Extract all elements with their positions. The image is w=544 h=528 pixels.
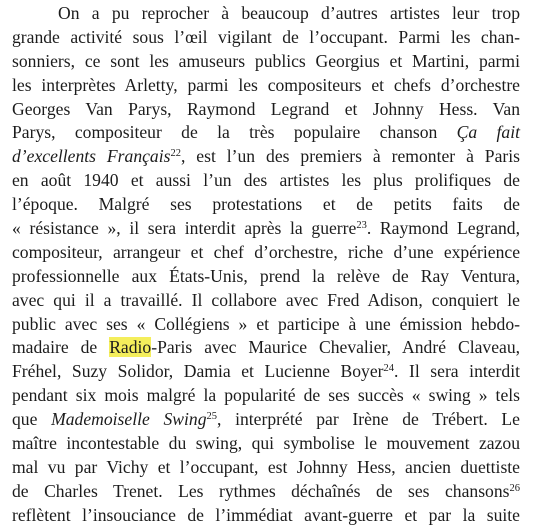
footnote-marker: 26 [509, 482, 520, 494]
text-segment: public avec ses « Collégiens » et participe à une émission hebdo- [12, 313, 520, 334]
text-segment: Fréhel, Suzy Solidor, Damia et Lucienne Boyer [12, 361, 384, 382]
text-segment: , est l’un des premiers à remonter à Paris [180, 146, 520, 167]
text-line [12, 74, 520, 98]
text-line [12, 145, 520, 169]
text-segment: madaire de [12, 337, 110, 358]
text-line [12, 169, 520, 193]
highlighted-word: Radio [109, 337, 152, 358]
footnote-marker: 24 [383, 363, 394, 375]
text-line [12, 408, 520, 432]
text-line [12, 360, 520, 384]
text-line [12, 50, 520, 74]
text-line [12, 121, 520, 145]
text-segment: , interprété par Irène de Trébert. Le [217, 409, 520, 430]
page-body [12, 0, 520, 528]
text-line [12, 313, 520, 337]
text-segment: pendant six mois malgré la popularité de ses succès « swing » tels [12, 385, 520, 406]
text-line [12, 2, 520, 26]
text-segment: . Il sera interdit [394, 361, 520, 382]
text-segment: Georges Van Parys, Raymond Legrand et Johnny Hess. Van [12, 98, 520, 119]
text-segment: de Charles Trenet. Les rythmes déchaînés de ses chansons [12, 480, 510, 501]
text-line [12, 217, 520, 241]
text-line [12, 336, 520, 360]
footnote-marker: 23 [356, 220, 367, 232]
text-line [12, 241, 520, 265]
footnote-marker: 22 [170, 148, 181, 160]
text-segment: en août 1940 et aussi l’un des artistes les plus prolifiques de [12, 170, 520, 191]
text-line [12, 384, 520, 408]
text-segment: compositeur, arrangeur et chef d’orchestre, riche d’une expérience [12, 241, 520, 262]
text-segment: l’époque. Malgré ses protestations et de petits faits de [12, 194, 520, 215]
text-segment: reflètent l’insouciance de l’immédiat avant-guerre et par la suite [12, 504, 520, 525]
text-line [12, 265, 520, 289]
text-segment: . Raymond Legrand, [366, 218, 521, 239]
italic-title: Mademoiselle Swing [51, 409, 207, 430]
text-segment: sonniers, ce sont les amuseurs publics Georgius et Martini, parmi [12, 50, 520, 71]
text-segment: professionnelle aux États-Unis, prend la relève de Ray Ventura, [12, 265, 520, 286]
text-segment: maître incontestable du swing, qui symbolise le mouvement zazou [12, 433, 520, 454]
text-segment: « résistance », il sera interdit après la guerre [12, 218, 357, 239]
footnote-marker: 25 [206, 411, 218, 423]
text-segment: les interprètes Arletty, parmi les compositeurs et chefs d’orchestre [12, 74, 520, 95]
italic-title: d’excellents Français [12, 146, 171, 167]
text-line [12, 26, 520, 50]
italic-title: Ça fait [456, 122, 520, 143]
text-line [12, 456, 520, 480]
text-segment: mal vu par Vichy et l’occupant, est Johnny Hess, ancien duettiste [12, 456, 520, 477]
text-line [12, 98, 520, 122]
text-segment: grande activité sous l’œil vigilant de l’occupant. Parmi les chan- [12, 26, 520, 47]
text-segment: Parys, compositeur de la très populaire chanson [12, 122, 457, 143]
text-segment: avec qui il a travaillé. Il collabore avec Fred Adison, conquiert le [12, 289, 520, 310]
text-line [12, 504, 520, 528]
text-line [12, 289, 520, 313]
text-line [12, 193, 520, 217]
text-line [12, 432, 520, 456]
text-segment: -Paris avec Maurice Chevalier, André Claveau, [151, 337, 521, 358]
text-segment: On a pu reprocher à beaucoup d’autres artistes leur trop [58, 3, 520, 23]
text-line [12, 480, 520, 504]
text-segment: que [12, 409, 52, 430]
